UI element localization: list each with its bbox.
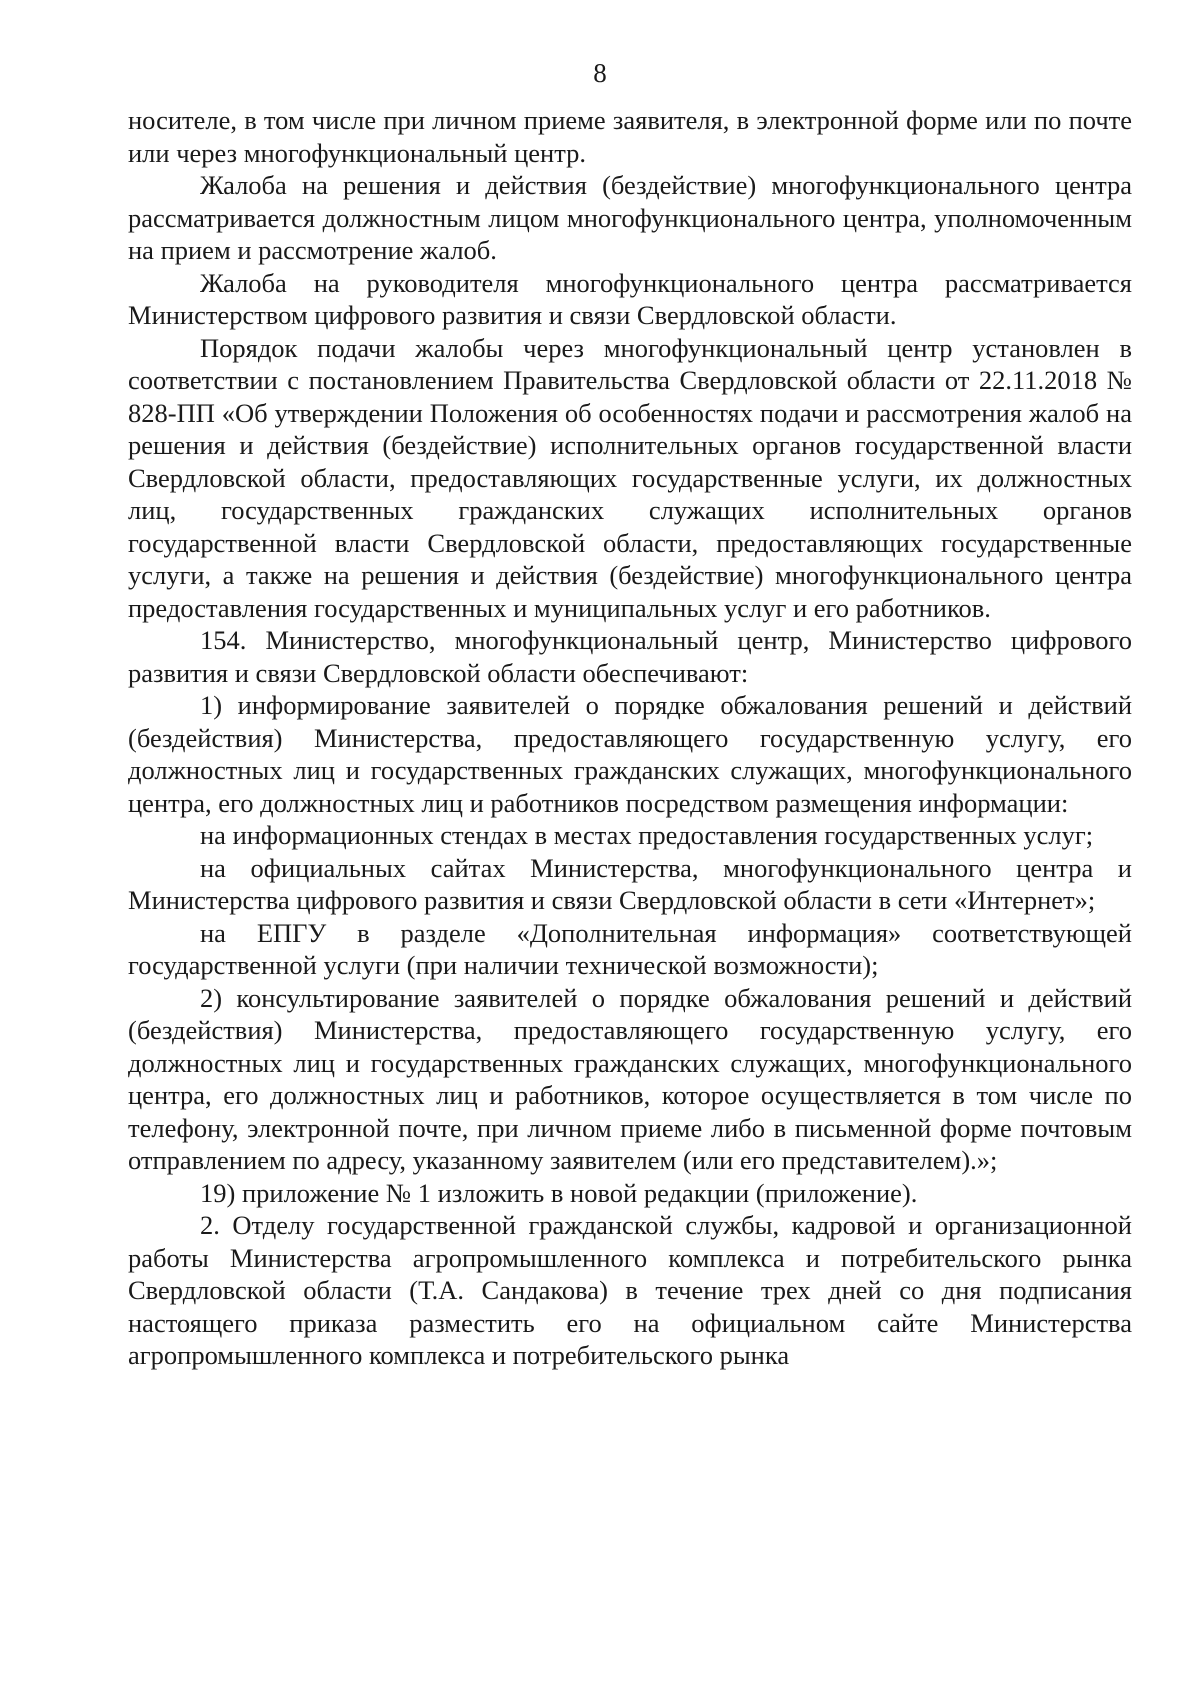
paragraph-clause-154: 154. Министерство, многофункциональный центр, Министерство цифрового развития и связи Свердловской области обеспечивают: bbox=[128, 625, 1132, 688]
paragraph-epgu: на ЕПГУ в разделе «Дополнительная информация» соответствующей государственной услуги (при наличии технической возможности); bbox=[128, 917, 1132, 980]
paragraph-info-stands: на информационных стендах в местах предоставления государственных услуг; bbox=[200, 820, 1094, 850]
paragraph-clause-2: 2. Отделу государственной гражданской службы, кадровой и организационной работы Министерства агропромышленного комплекса и потребительского рынка Свердловской области (Т.А. Сандакова) в течение трех дней со дня подписания настоящего приказа разместить его на официальном сайте Министерства агропромышленного комплекса и потребительского рынка bbox=[128, 1210, 1132, 1370]
paragraph-item-2: 2) консультирование заявителей о порядке обжалования решений и действий (бездействия) Министерства, предоставляющего государственную услугу, его должностных лиц и государственных гражданских служащих, многофункционального центра, его должностных лиц и работников, которое осуществляется в том числе по телефону, электронной почте, при личном приеме либо в письменной форме почтовым отправлением по адресу, указанному заявителем (или его представителем).»; bbox=[128, 982, 1132, 1175]
paragraph-item-19: 19) приложение № 1 изложить в новой редакции (приложение). bbox=[200, 1177, 918, 1208]
paragraph-official-sites: на официальных сайтах Министерства, многофункционального центра и Министерства цифрового развития и связи Свердловской области в сети «Интернет»; bbox=[128, 852, 1132, 915]
paragraph-item-1: 1) информирование заявителей о порядке обжалования решений и действий (бездействия) Министерства, предоставляющего государственную услугу, его должностных лиц и государственных гражданских служащих, многофункционального центра, его должностных лиц и работников посредством размещения информации: bbox=[128, 690, 1132, 818]
paragraph-complaint-mfc-head: Жалоба на руководителя многофункционального центра рассматривается Министерством цифрового развития и связи Свердловской области. bbox=[128, 267, 1132, 330]
paragraph-complaint-mfc: Жалоба на решения и действия (бездействие) многофункционального центра рассматривается должностным лицом многофункционального центра, уполномоченным на прием и рассмотрение жалоб. bbox=[128, 170, 1132, 265]
page-number: 8 bbox=[593, 58, 607, 88]
paragraph-complaint-procedure: Порядок подачи жалобы через многофункциональный центр установлен в соответствии с постановлением Правительства Свердловской области от 22.11.2018 № 828-ПП «Об утверждении Положения об особенностях подачи и рассмотрения жалоб на решения и действия (бездействие) исполнительных органов государственной власти Свердловской области, предоставляющих государственные услуги, их должностных лиц, государственных гражданских служащих исполнительных органов государственной власти Свердловской области, предоставляющих государственные услуги, а также на решения и действия (бездействие) многофункционального центра предоставления государственных и муниципальных услуг и его работников. bbox=[128, 332, 1132, 623]
document-body bbox=[128, 104, 1132, 1372]
paragraph-continuation: носителе, в том числе при личном приеме заявителя, в электронной форме или по почте или через многофункциональный центр. bbox=[128, 105, 1132, 168]
